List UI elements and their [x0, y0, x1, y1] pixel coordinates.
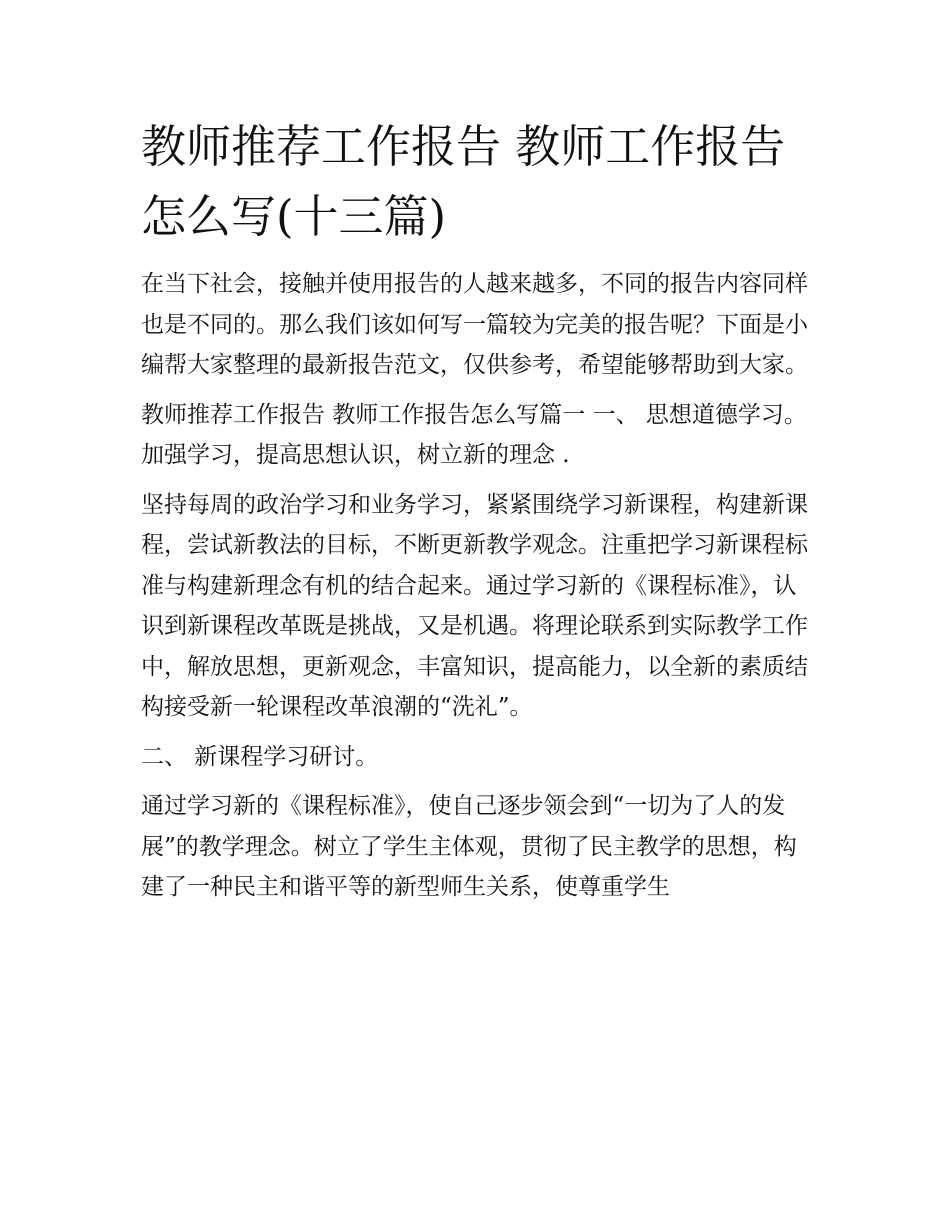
- document-body: [141, 112, 813, 908]
- body-paragraph: 坚持每周的政治学习和业务学习，紧紧围绕学习新课程，构建新课程，尝试新教法的目标，不断更新教学观念。注重把学习新课程标准与构建新理念有机的结合起来。通过学习新的《课程标准》，认识到新课程改革既是挑战，又是机遇。将理论联系到实际教学工作中，解放思想，更新观念，丰富知识，提高能力，以全新的素质结构接受新一轮课程改革浪潮的“洗礼”。: [141, 491, 808, 720]
- body-paragraph: 通过学习新的《课程标准》，使自己逐步领会到“一切为了人的发展”的教学理念。树立了学生主体观，贯彻了民主教学的思想，构建了一种民主和谐平等的新型师生关系，使尊重学生: [141, 793, 797, 900]
- section-one-heading-paragraph: 教师推荐工作报告 教师工作报告怎么写篇一 一、 思想道德学习。 加强学习，提高思想认识，树立新的理念 .: [141, 401, 807, 468]
- document-title: 教师推荐工作报告 教师工作报告怎么写(十三篇): [141, 120, 786, 243]
- intro-paragraph: 在当下社会，接触并使用报告的人越来越多，不同的报告内容同样也是不同的。那么我们该如何写一篇较为完美的报告呢？下面是小编帮大家整理的最新报告范文，仅供参考，希望能够帮助到大家。: [141, 271, 808, 378]
- section-two-heading: 二、 新课程学习研讨。: [141, 743, 379, 770]
